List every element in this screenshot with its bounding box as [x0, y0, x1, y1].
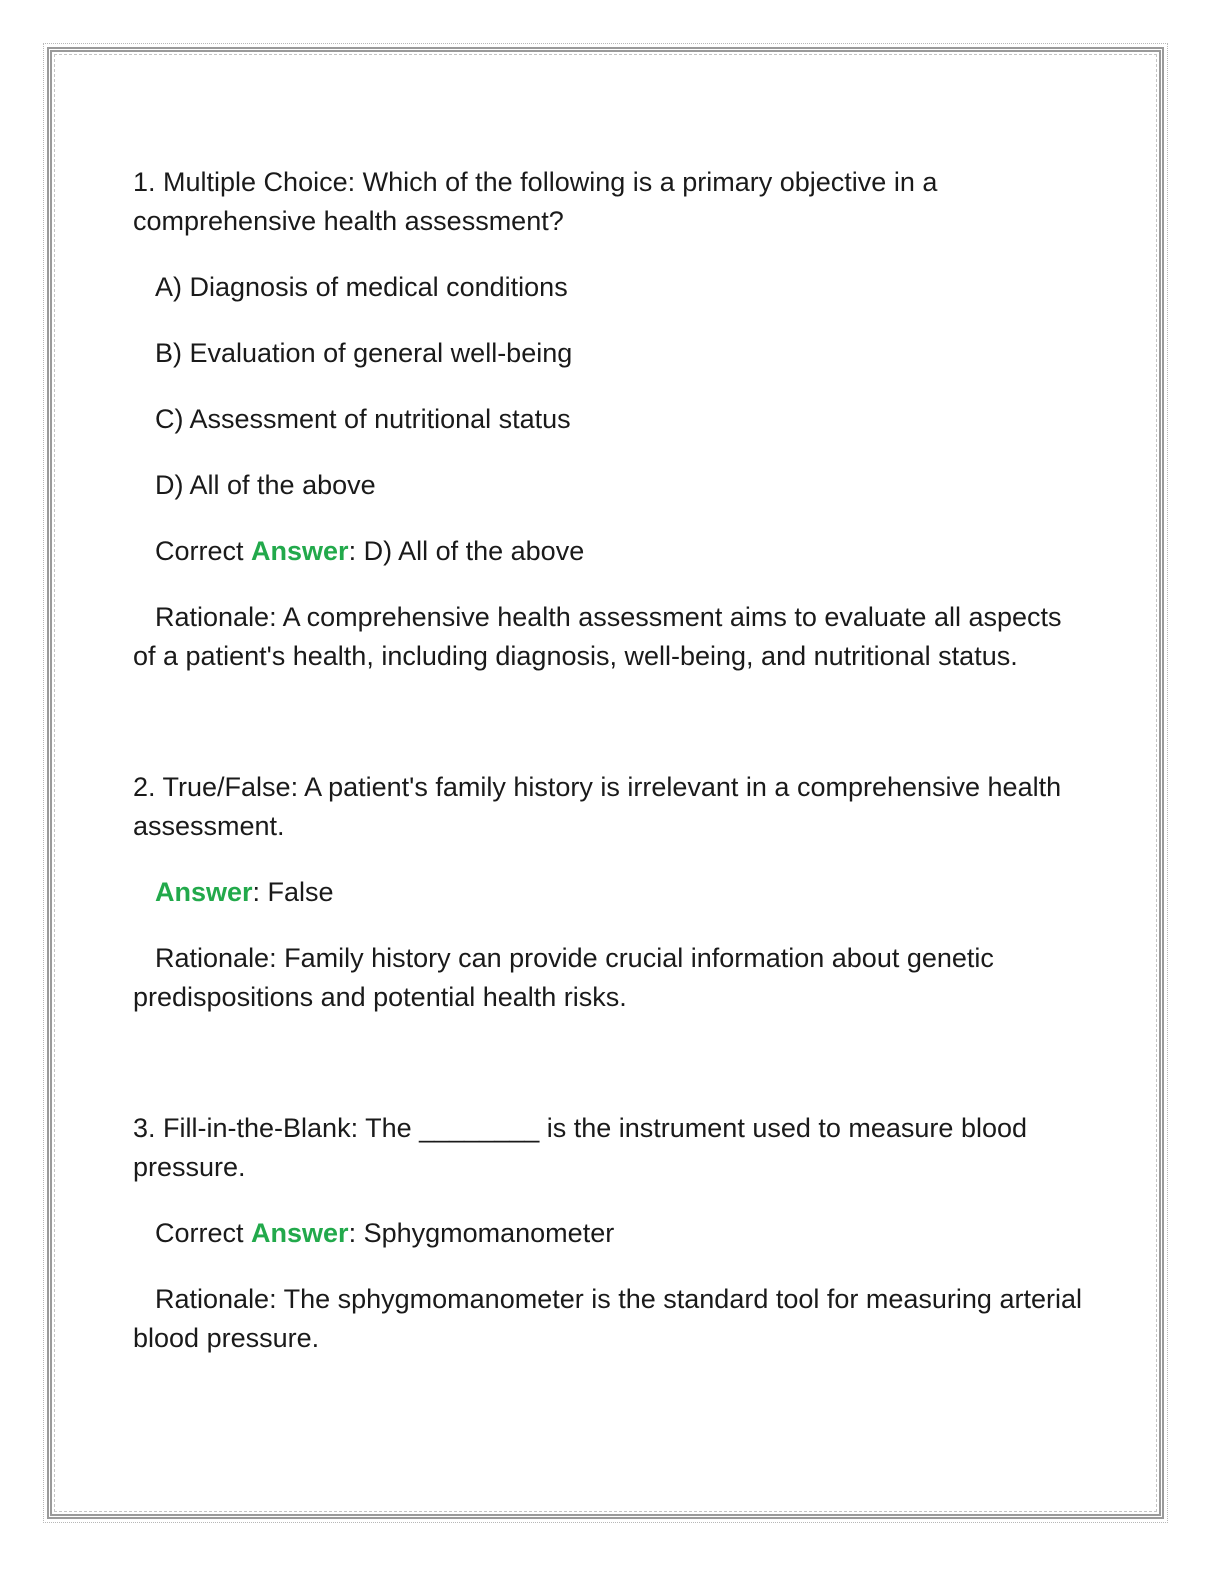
question-1-title: 1. Multiple Choice: Which of the following is a primary objective in a comprehensive health assessment?	[133, 167, 938, 236]
question-1-option-d: D) All of the above	[155, 470, 376, 500]
question-3-answer-value: : Sphygmomanometer	[348, 1218, 615, 1248]
question-1-option-b: B) Evaluation of general well-being	[155, 338, 573, 368]
question-3-answer-label: Answer	[251, 1218, 349, 1248]
question-1-answer-prefix: Correct	[155, 536, 252, 566]
question-3-title: 3. Fill-in-the-Blank: The ________ is the instrument used to measure blood pressure.	[133, 1113, 1028, 1182]
question-2-title: 2. True/False: A patient's family history is irrelevant in a comprehensive health assessment.	[133, 772, 1062, 841]
question-3-answer	[133, 1214, 1083, 1253]
question-3-answer-prefix: Correct	[155, 1218, 252, 1248]
section-spacer	[133, 676, 1083, 768]
document-content	[133, 163, 1083, 1358]
question-2-answer	[133, 873, 1083, 912]
question-1-option-a: A) Diagnosis of medical conditions	[155, 272, 568, 302]
question-2-answer-label: Answer	[155, 877, 253, 907]
question-1-rationale: Rationale: A comprehensive health assessment aims to evaluate all aspects of a patient's health, including diagnosis, well-being, and nutritional status.	[133, 602, 1062, 671]
question-1-option-c: C) Assessment of nutritional status	[155, 404, 571, 434]
question-2-rationale: Rationale: Family history can provide crucial information about genetic predispositions and potential health risks.	[133, 943, 994, 1012]
question-1-answer-value: : D) All of the above	[348, 536, 585, 566]
question-3	[133, 1109, 1083, 1358]
section-spacer	[133, 1017, 1083, 1109]
question-2-answer-value: : False	[252, 877, 334, 907]
question-2	[133, 768, 1083, 1017]
question-1-answer	[133, 532, 1083, 571]
question-1	[133, 163, 1083, 676]
question-3-rationale: Rationale: The sphygmomanometer is the standard tool for measuring arterial blood pressure.	[133, 1284, 1082, 1353]
question-1-answer-label: Answer	[251, 536, 349, 566]
